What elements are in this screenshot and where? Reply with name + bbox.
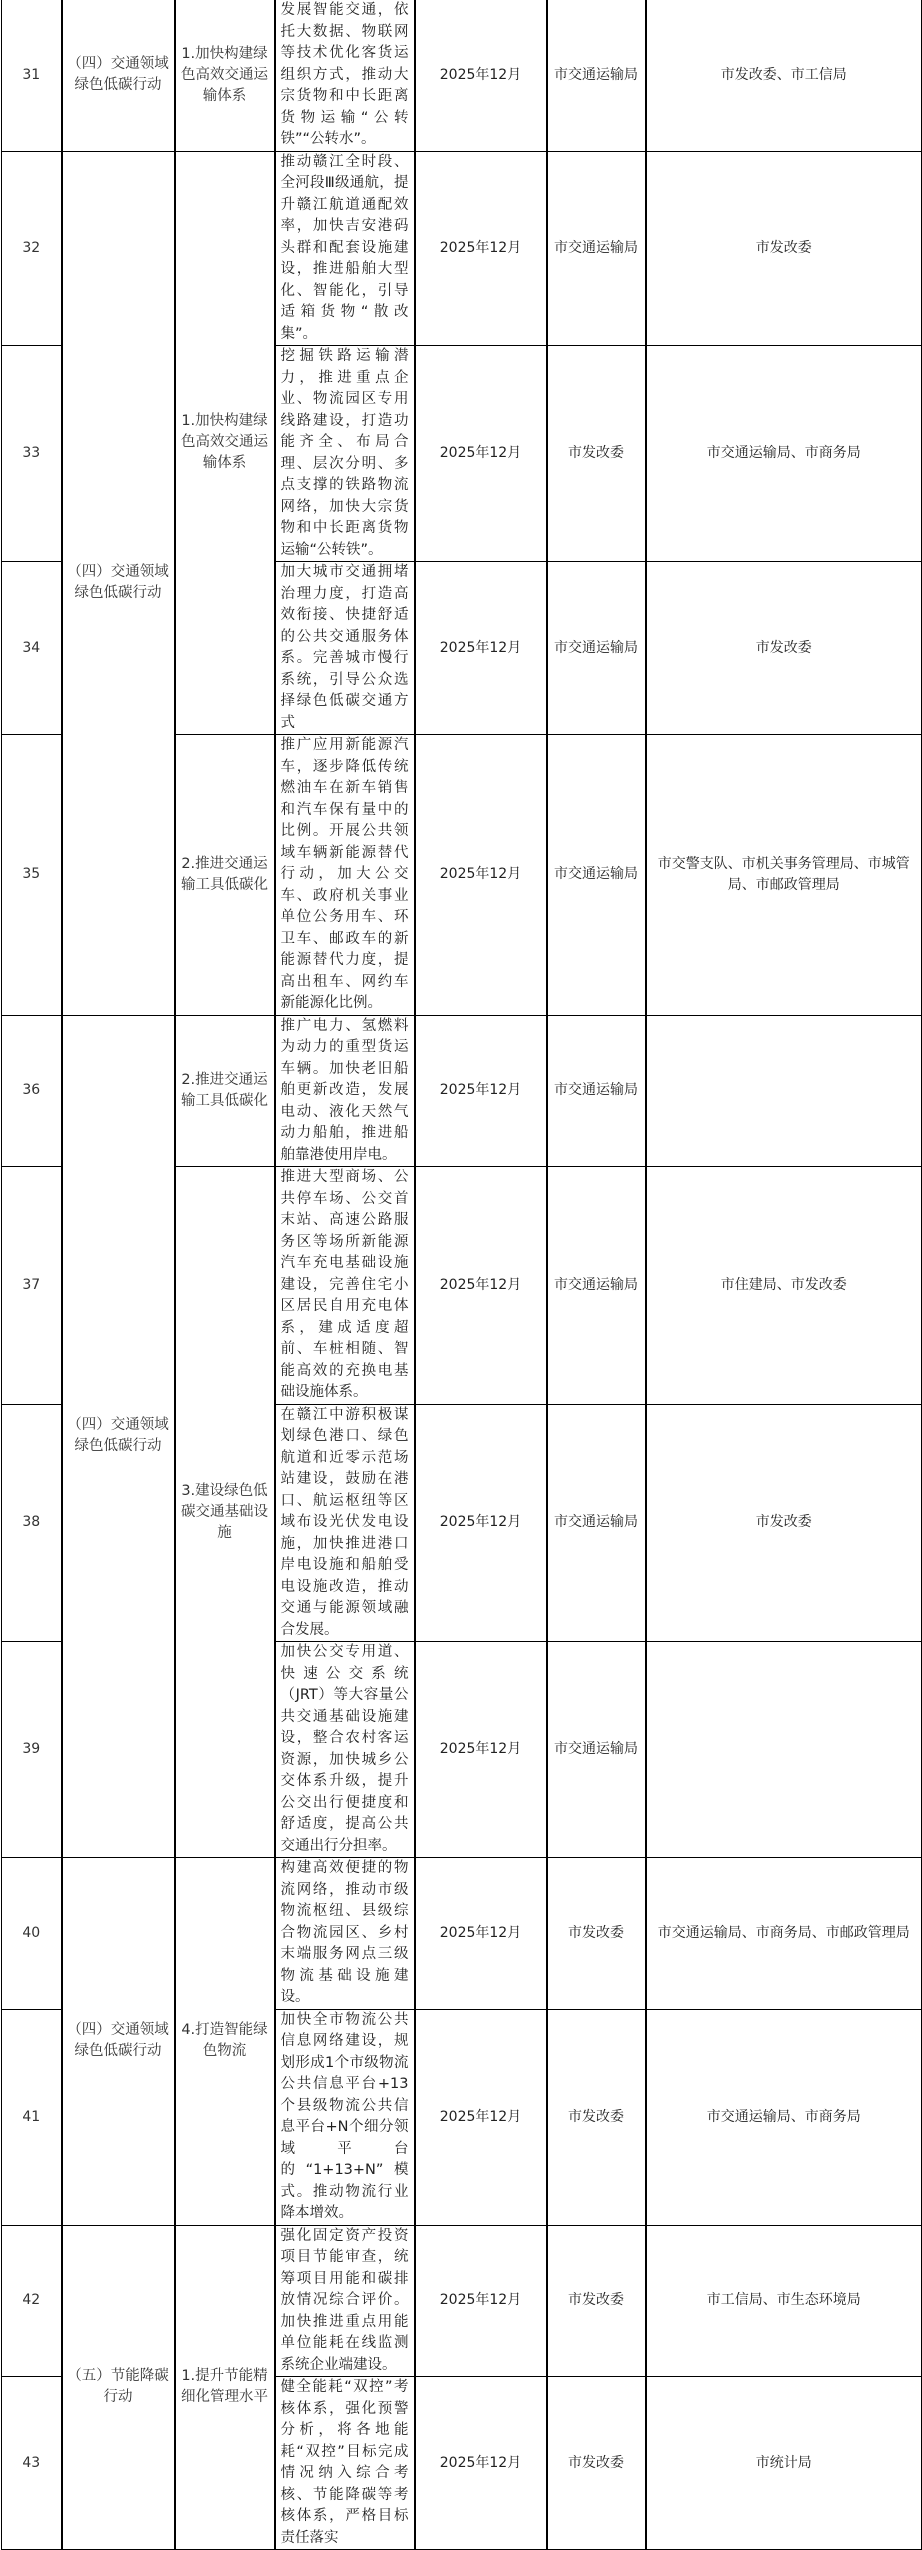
lead-unit-cell: 市发改委 <box>547 2377 646 2550</box>
lead-unit-cell: 市交通运输局 <box>547 1642 646 1858</box>
deadline-cell: 2025年12月 <box>415 0 547 151</box>
content-cell: 健全能耗“双控”考核体系，强化预警分析，将各地能耗“双控”目标完成情况纳入综合考核、节能降碳等考核体系，严格目标责任落实 <box>275 2377 415 2550</box>
cooperating-units-cell: 市交警支队、市机关事务管理局、市城管局、市邮政管理局 <box>646 735 922 1016</box>
row-number: 33 <box>2 346 62 562</box>
content-cell: 推进大型商场、公共停车场、公交首末站、高速公路服务区等场所新能源汽车充电基础设施建设，完善住宅小区居民自用充电体系，建成适度超前、车桩相随、智能高效的充换电基础设施体系。 <box>275 1167 415 1405</box>
cooperating-units-cell: 市交通运输局、市商务局 <box>646 2009 922 2225</box>
row-number: 38 <box>2 1404 62 1642</box>
task-cell: 1.加快构建绿色高效交通运输体系 <box>175 151 275 735</box>
row-number: 39 <box>2 1642 62 1858</box>
deadline-cell: 2025年12月 <box>415 346 547 562</box>
cooperating-units-cell: 市交通运输局、市商务局、市邮政管理局 <box>646 1858 922 2010</box>
cooperating-units-cell: 市工信局、市生态环境局 <box>646 2225 922 2377</box>
lead-unit-cell: 市发改委 <box>547 1858 646 2010</box>
table-row <box>2 0 922 151</box>
cooperating-units-cell: 市发改委 <box>646 1404 922 1642</box>
content-cell: 发展智能交通，依托大数据、物联网等技术优化客货运组织方式，推动大宗货物和中长距离货物运输“公转铁”“公转水”。 <box>275 0 415 151</box>
table-row <box>2 1015 922 1167</box>
cooperating-units-cell: 市统计局 <box>646 2377 922 2550</box>
row-number: 36 <box>2 1015 62 1167</box>
deadline-cell: 2025年12月 <box>415 2009 547 2225</box>
cooperating-units-cell: 市住建局、市发改委 <box>646 1167 922 1405</box>
row-number: 40 <box>2 1858 62 2010</box>
task-cell: 2.推进交通运输工具低碳化 <box>175 1015 275 1167</box>
deadline-cell: 2025年12月 <box>415 151 547 346</box>
lead-unit-cell: 市交通运输局 <box>547 562 646 735</box>
content-cell: 加快公交专用道、快速公交系统（JRT）等大容量公共交通基础设施建设，整合农村客运资源，加快城乡公交体系升级，提升公交出行便捷度和舒适度，提高公共交通出行分担率。 <box>275 1642 415 1858</box>
lead-unit-cell: 市交通运输局 <box>547 0 646 151</box>
content-cell: 推广应用新能源汽车，逐步降低传统燃油车在新车销售和汽车保有量中的比例。开展公共领域车辆新能源替代行动，加大公交车、政府机关事业单位公务用车、环卫车、邮政车的新能源替代力度，提高出租车、网约车新能源化比例。 <box>275 735 415 1016</box>
deadline-cell: 2025年12月 <box>415 1642 547 1858</box>
content-cell: 推动赣江全时段、全河段Ⅲ级通航，提升赣江航道通配效率，加快吉安港码头群和配套设施建设，推进船舶大型化、智能化，引导适箱货物“散改集”。 <box>275 151 415 346</box>
table-row <box>2 2225 922 2377</box>
lead-unit-cell: 市发改委 <box>547 2009 646 2225</box>
lead-unit-cell: 市交通运输局 <box>547 735 646 1016</box>
cooperating-units-cell <box>646 1642 922 1858</box>
cooperating-units-cell <box>646 1015 922 1167</box>
lead-unit-cell: 市交通运输局 <box>547 151 646 346</box>
lead-unit-cell: 市交通运输局 <box>547 1404 646 1642</box>
category-cell: （五）节能降碳行动 <box>62 2225 175 2550</box>
cooperating-units-cell: 市发改委 <box>646 562 922 735</box>
action-plan-table <box>1 0 922 2550</box>
task-cell: 2.推进交通运输工具低碳化 <box>175 735 275 1016</box>
deadline-cell: 2025年12月 <box>415 1167 547 1405</box>
category-cell: （四）交通领域绿色低碳行动 <box>62 1858 175 2226</box>
task-cell: 1.加快构建绿色高效交通运输体系 <box>175 0 275 151</box>
row-number: 31 <box>2 0 62 151</box>
lead-unit-cell: 市发改委 <box>547 346 646 562</box>
table-row <box>2 1858 922 2010</box>
deadline-cell: 2025年12月 <box>415 735 547 1016</box>
deadline-cell: 2025年12月 <box>415 2225 547 2377</box>
content-cell: 推广电力、氢燃料为动力的重型货运车辆。加快老旧船舶更新改造，发展电动、液化天然气动力船舶，推进船舶靠港使用岸电。 <box>275 1015 415 1167</box>
content-cell: 强化固定资产投资项目节能审查，统筹项目用能和碳排放情况综合评价。加快推进重点用能单位能耗在线监测系统企业端建设。 <box>275 2225 415 2377</box>
row-number: 43 <box>2 2377 62 2550</box>
task-cell: 4.打造智能绿色物流 <box>175 1858 275 2226</box>
lead-unit-cell: 市交通运输局 <box>547 1167 646 1405</box>
deadline-cell: 2025年12月 <box>415 1404 547 1642</box>
row-number: 42 <box>2 2225 62 2377</box>
deadline-cell: 2025年12月 <box>415 1858 547 2010</box>
deadline-cell: 2025年12月 <box>415 562 547 735</box>
row-number: 32 <box>2 151 62 346</box>
category-cell: （四）交通领域绿色低碳行动 <box>62 1015 175 1858</box>
row-number: 37 <box>2 1167 62 1405</box>
deadline-cell: 2025年12月 <box>415 1015 547 1167</box>
row-number: 41 <box>2 2009 62 2225</box>
cooperating-units-cell: 市发改委 <box>646 151 922 346</box>
content-cell: 加快全市物流公共信息网络建设，规划形成1个市级物流公共信息平台+13个县级物流公共信息平台+N个细分领域平台的“1+13+N”模式。推动物流行业降本增效。 <box>275 2009 415 2225</box>
category-cell: （四）交通领域绿色低碳行动 <box>62 0 175 151</box>
row-number: 35 <box>2 735 62 1016</box>
content-cell: 挖掘铁路运输潜力，推进重点企业、物流园区专用线路建设，打造功能齐全、布局合理、层次分明、多点支撑的铁路物流网络，加快大宗货物和中长距离货物运输“公转铁”。 <box>275 346 415 562</box>
task-cell: 1.提升节能精细化管理水平 <box>175 2225 275 2550</box>
cooperating-units-cell: 市发改委、市工信局 <box>646 0 922 151</box>
content-cell: 在赣江中游积极谋划绿色港口、绿色航道和近零示范场站建设，鼓励在港口、航运枢纽等区域布设光伏发电设施，加快推进港口岸电设施和船舶受电设施改造，推动交通与能源领域融合发展。 <box>275 1404 415 1642</box>
task-cell: 3.建设绿色低碳交通基础设施 <box>175 1167 275 1858</box>
deadline-cell: 2025年12月 <box>415 2377 547 2550</box>
cooperating-units-cell: 市交通运输局、市商务局 <box>646 346 922 562</box>
row-number: 34 <box>2 562 62 735</box>
category-cell: （四）交通领域绿色低碳行动 <box>62 151 175 1015</box>
lead-unit-cell: 市发改委 <box>547 2225 646 2377</box>
content-cell: 加大城市交通拥堵治理力度，打造高效衔接、快捷舒适的公共交通服务体系。完善城市慢行系统，引导公众选择绿色低碳交通方式 <box>275 562 415 735</box>
content-cell: 构建高效便捷的物流网络，推动市级物流枢纽、县级综合物流园区、乡村末端服务网点三级物流基础设施建设。 <box>275 1858 415 2010</box>
lead-unit-cell: 市交通运输局 <box>547 1015 646 1167</box>
table-row <box>2 151 922 346</box>
